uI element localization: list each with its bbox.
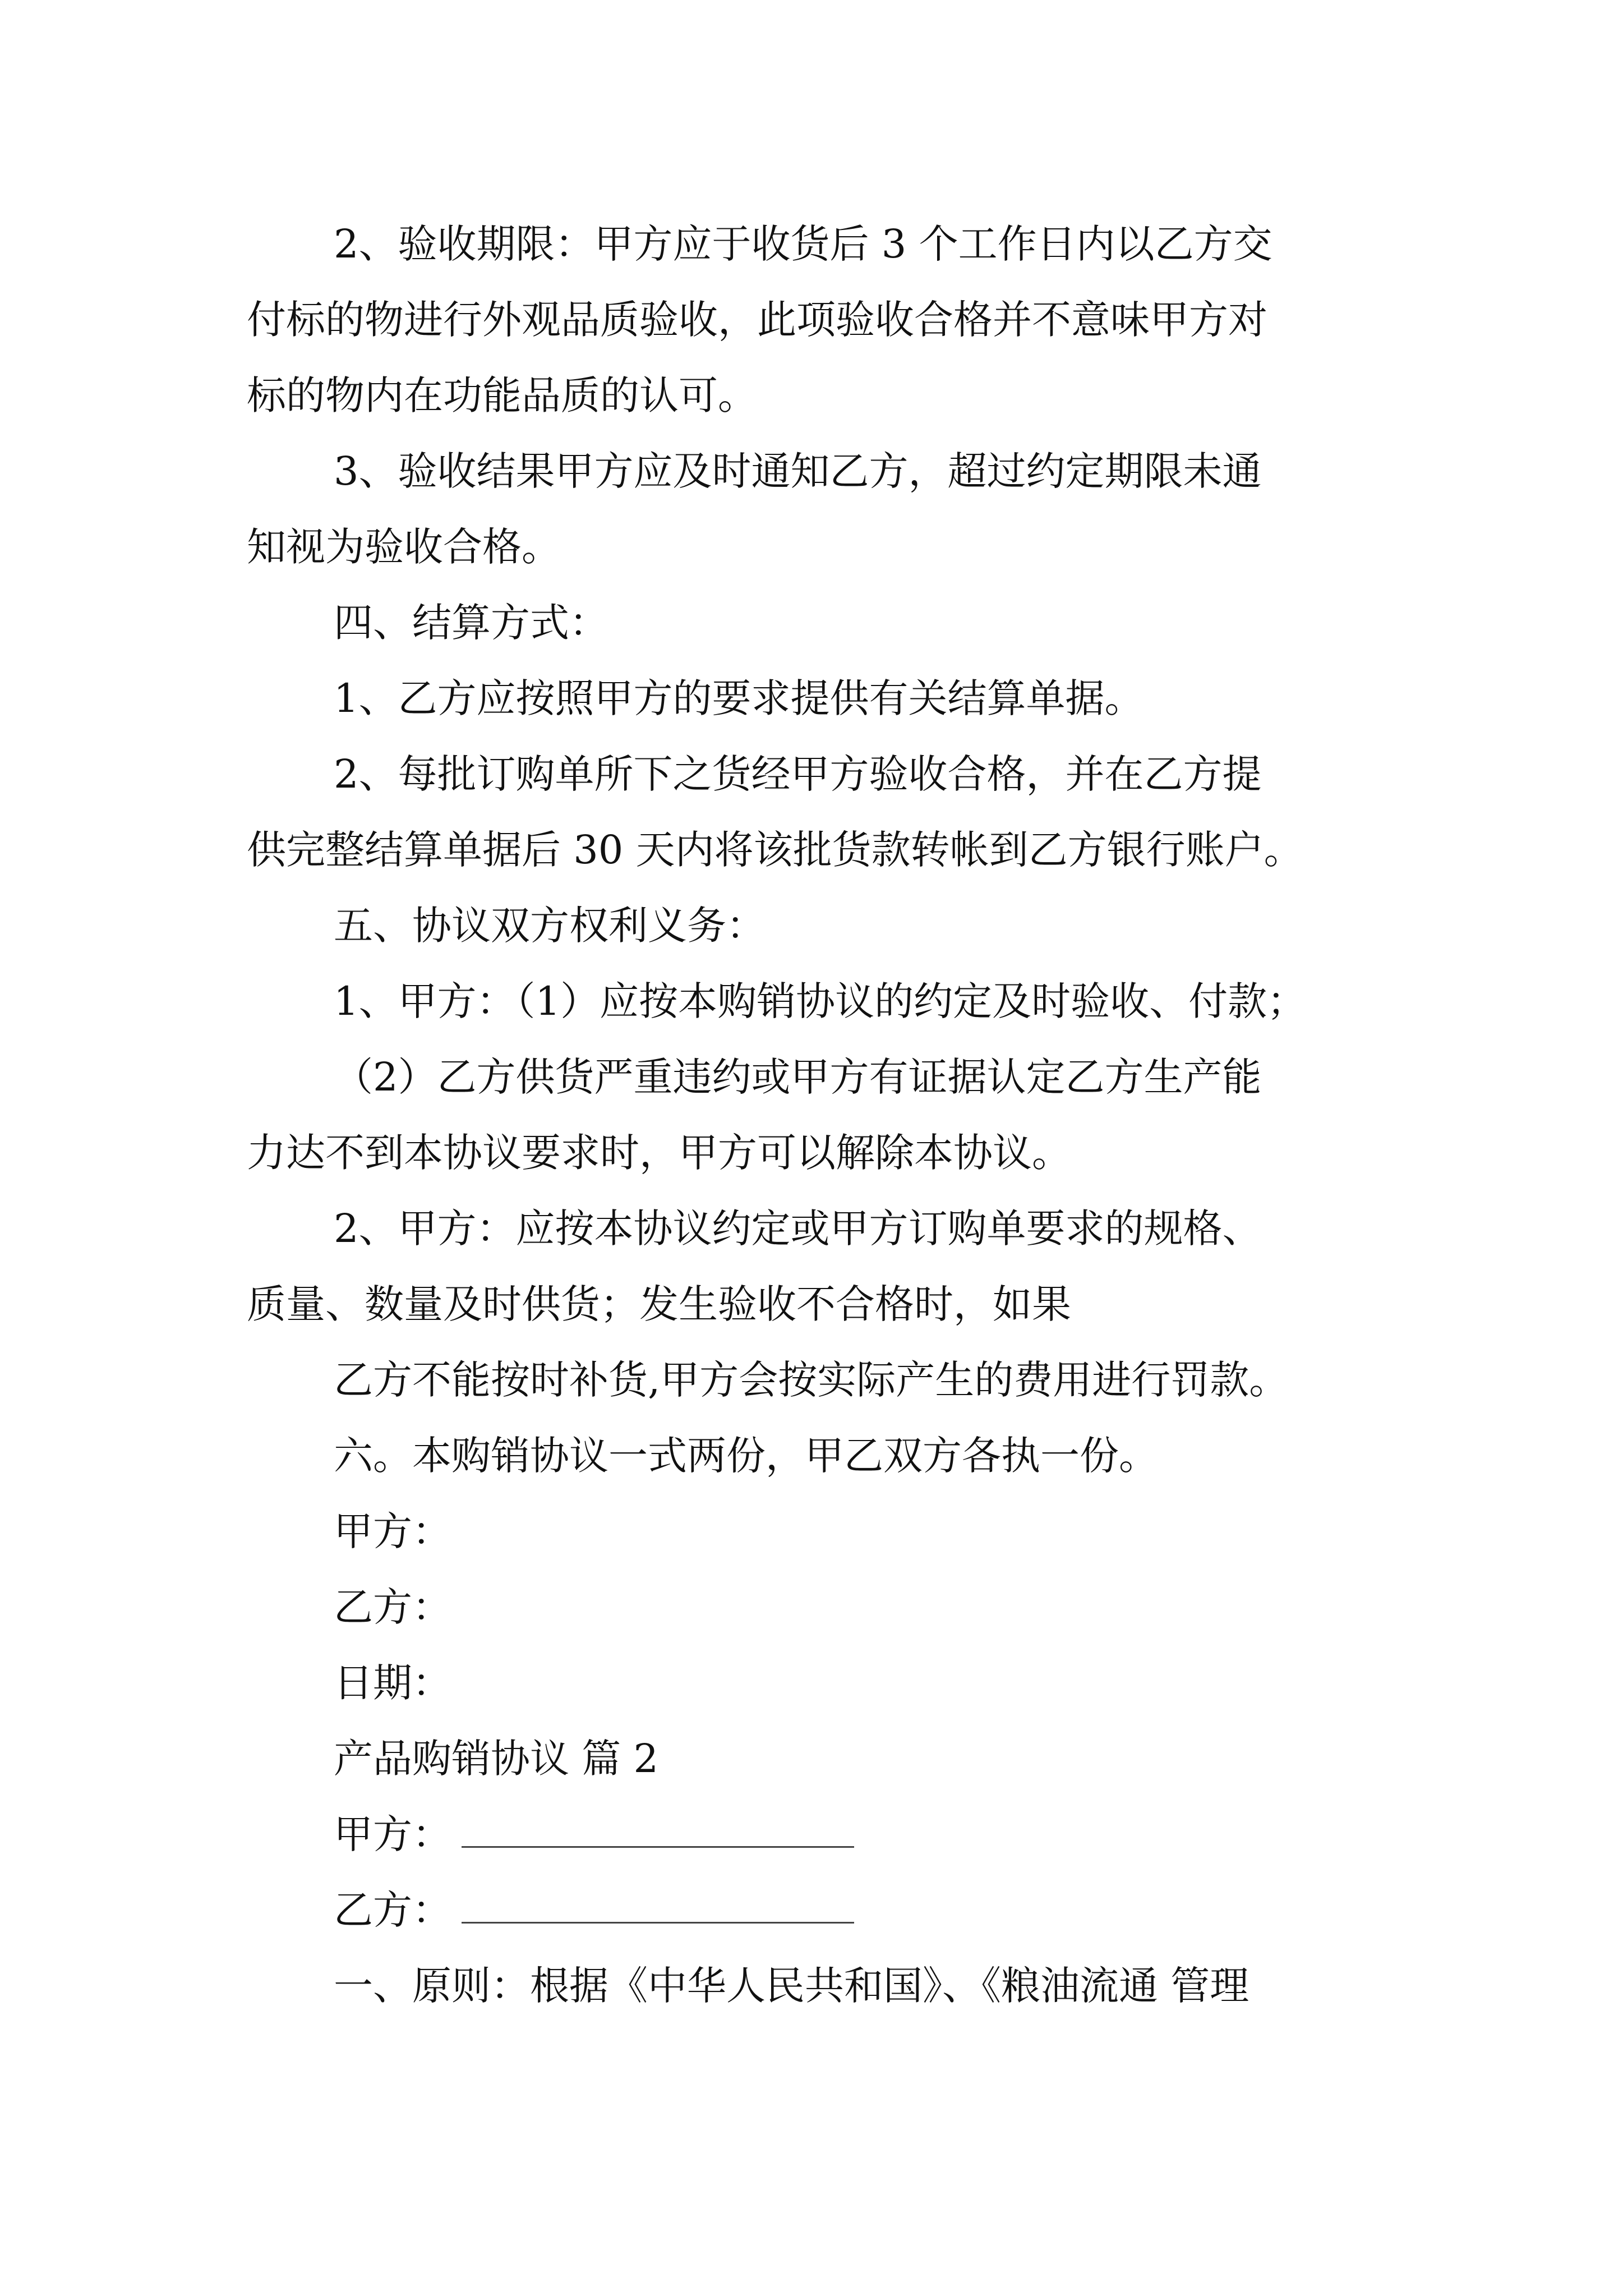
paragraph-line: 质量、数量及时供货；发生验收不合格时，如果: [247, 1281, 1071, 1327]
paragraph-line: （2）乙方供货严重违约或甲方有证据认定乙方生产能: [334, 1054, 1262, 1100]
paragraph-line: 力达不到本协议要求时，甲方可以解除本协议。: [247, 1130, 1071, 1176]
party-a-row: [334, 1806, 854, 1862]
party-b-label: 乙方：: [334, 1584, 451, 1630]
date-label: 日期：: [334, 1660, 451, 1706]
paragraph-line: 1、甲方：（1）应按本购销协议的约定及时验收、付款；: [334, 978, 1307, 1024]
party-a-blank-line: [462, 1814, 854, 1848]
party-b-label: 乙方：: [334, 1887, 451, 1933]
paragraph-line: 1、乙方应按照甲方的要求提供有关结算单据。: [334, 675, 1144, 721]
party-b-blank-line: [462, 1889, 854, 1924]
paragraph-line: 付标的物进行外观品质验收，此项验收合格并不意味甲方对: [247, 297, 1267, 343]
section-title: 产品购销协议 篇 2: [334, 1736, 659, 1782]
paragraph-line: 知视为验收合格。: [247, 524, 561, 570]
paragraph-line: 3、验收结果甲方应及时通知乙方，超过约定期限未通: [334, 448, 1262, 494]
section-heading: 四、结算方式：: [334, 600, 608, 646]
paragraph-line: 2、甲方：应按本协议约定或甲方订购单要求的规格、: [334, 1205, 1262, 1251]
paragraph-line: 标的物内在功能品质的认可。: [247, 372, 757, 418]
section-heading: 五、协议双方权利义务：: [334, 903, 766, 949]
paragraph-line: 乙方不能按时补货,甲方会按实际产生的费用进行罚款。: [334, 1357, 1289, 1403]
party-a-label: 甲方：: [334, 1508, 451, 1554]
party-a-label: 甲方：: [334, 1811, 451, 1857]
party-b-row: [334, 1882, 854, 1938]
paragraph-line: 供完整结算单据后 30 天内将该批货款转帐到乙方银行账户。: [247, 827, 1303, 873]
paragraph-line: 2、每批订购单所下之货经甲方验收合格，并在乙方提: [334, 751, 1262, 797]
paragraph-line: 2、验收期限：甲方应于收货后 3 个工作日内以乙方交: [334, 221, 1272, 267]
paragraph-line: 一、原则：根据《中华人民共和国》、《粮油流通 管理: [334, 1963, 1249, 2009]
paragraph-line: 六。本购销协议一式两份，甲乙双方各执一份。: [334, 1433, 1158, 1479]
